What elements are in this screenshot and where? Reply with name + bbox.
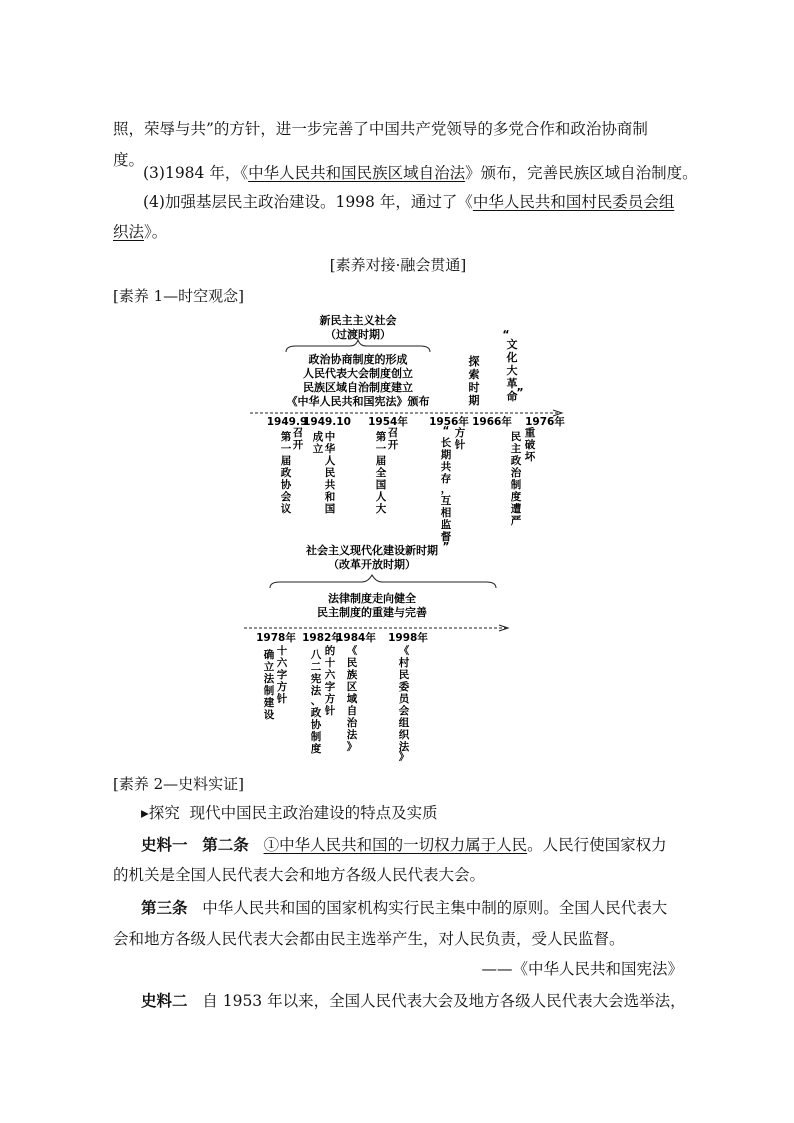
svg-text:字: 字 <box>276 669 288 681</box>
svg-text:制: 制 <box>510 479 522 491</box>
paragraph-4-cont <box>113 221 683 243</box>
svg-text:字: 字 <box>324 681 336 693</box>
svg-text:届: 届 <box>375 455 387 467</box>
axis-notes-1 <box>281 425 536 553</box>
svg-text:国: 国 <box>375 479 387 491</box>
svg-text:自: 自 <box>346 705 358 717</box>
svg-text:政: 政 <box>280 467 292 479</box>
text: 中华人民共和国的国家机构实行民主集中制的原则。全国人民代表大 <box>202 899 668 917</box>
event-list-1 <box>287 352 430 408</box>
source-1-highlight: ①中华人民共和国的一切权力属于人民 <box>263 836 528 854</box>
svg-text:政: 政 <box>510 455 522 467</box>
svg-text:长: 长 <box>440 437 452 449</box>
svg-text:重: 重 <box>524 427 536 439</box>
svg-text:人: 人 <box>324 455 336 467</box>
text: 。人民行使国家权力 <box>527 836 667 854</box>
svg-text:制: 制 <box>310 731 322 743</box>
svg-text:民: 民 <box>510 431 522 443</box>
note-1966-1976 <box>511 426 536 527</box>
svg-text:“: “ <box>442 425 450 437</box>
svg-text:的: 的 <box>324 645 336 657</box>
svg-text:”: ” <box>516 386 524 399</box>
svg-text:治: 治 <box>510 467 522 479</box>
svg-text:政: 政 <box>310 707 322 719</box>
svg-text:华: 华 <box>324 443 336 455</box>
event-item: 民主制度的重建与完善 <box>317 606 427 619</box>
svg-text:》: 》 <box>346 741 358 753</box>
text: 自 1953 年以来，全国人民代表大会及地方各级人民代表大会选举法， <box>202 992 686 1010</box>
svg-text:全: 全 <box>375 467 387 479</box>
source-2-line-1 <box>141 990 711 1012</box>
svg-text:开: 开 <box>387 439 399 451</box>
svg-text:针: 针 <box>276 693 288 705</box>
svg-text:遭: 遭 <box>510 503 522 515</box>
svg-text:人: 人 <box>375 491 387 503</box>
svg-text:八: 八 <box>310 649 322 661</box>
svg-text:文: 文 <box>506 338 518 351</box>
note-1949-10 <box>313 430 336 515</box>
svg-text:二: 二 <box>310 661 322 673</box>
svg-text:探: 探 <box>468 355 480 368</box>
svg-text:严: 严 <box>510 515 522 527</box>
svg-text:治: 治 <box>346 717 358 729</box>
explore-line <box>141 802 711 824</box>
svg-text:1978年: 1978年 <box>256 632 296 644</box>
svg-text:族: 族 <box>346 669 358 681</box>
svg-text:开: 开 <box>292 439 304 451</box>
svg-text:协: 协 <box>310 719 322 731</box>
svg-text:针: 针 <box>454 439 466 451</box>
cultural-revolution-label <box>502 328 523 403</box>
svg-text:成: 成 <box>312 431 324 443</box>
svg-text:建: 建 <box>263 697 275 709</box>
svg-text:索: 索 <box>468 368 480 381</box>
note-1998 <box>399 644 411 763</box>
axis-notes-2 <box>264 644 411 763</box>
text: 》。 <box>144 223 168 241</box>
explore-period-label <box>469 354 480 407</box>
note-1978 <box>264 644 288 721</box>
svg-text:期: 期 <box>440 449 452 461</box>
svg-text:会: 会 <box>280 491 292 503</box>
event-item: 《中华人民共和国宪法》颁布 <box>286 395 430 408</box>
text: 》颁布，完善民族区域自治制度。 <box>465 164 698 182</box>
svg-text:中: 中 <box>324 431 336 443</box>
text: (3)1984 年，《 <box>143 164 249 182</box>
timeline-diagram <box>0 308 794 768</box>
axis-dates-1 <box>267 415 566 428</box>
source-1-line-1 <box>141 834 711 856</box>
svg-text:方: 方 <box>454 427 466 439</box>
event-item: 政治协商制度的形成 <box>308 353 408 366</box>
svg-text:十: 十 <box>276 645 288 657</box>
svg-text:国: 国 <box>324 503 336 515</box>
svg-text:期: 期 <box>468 394 480 407</box>
svg-text:召: 召 <box>387 427 399 439</box>
svg-text:立: 立 <box>312 443 324 455</box>
axis-dates-2 <box>256 631 428 644</box>
svg-text:届: 届 <box>280 455 292 467</box>
svg-text:法: 法 <box>346 729 358 741</box>
note-1984 <box>347 644 358 753</box>
svg-text:时: 时 <box>468 381 480 394</box>
svg-text:确: 确 <box>263 649 275 661</box>
svg-text:督: 督 <box>440 531 452 543</box>
svg-text:法: 法 <box>398 741 410 753</box>
svg-text:民: 民 <box>398 669 410 681</box>
svg-text:针: 针 <box>324 705 336 717</box>
law-title-cunmin-cont: 织法 <box>113 223 145 241</box>
svg-text:制: 制 <box>263 685 275 697</box>
svg-text:召: 召 <box>292 427 304 439</box>
svg-text:方: 方 <box>276 681 288 693</box>
svg-text:民: 民 <box>346 657 358 669</box>
note-1949-9 <box>281 427 304 515</box>
svg-text:》: 》 <box>398 751 410 763</box>
source-2-label: 史料二 <box>141 991 188 1010</box>
svg-text:员: 员 <box>398 693 410 705</box>
svg-text:度: 度 <box>310 743 322 755</box>
svg-text:区: 区 <box>346 681 358 693</box>
note-1954 <box>376 427 399 515</box>
svg-text:”: ” <box>442 541 450 553</box>
event-item: 法律制度走向健全 <box>328 592 416 605</box>
law-title-cunmin: 中华人民共和国村民委员会组 <box>472 193 675 211</box>
svg-text:共: 共 <box>440 461 452 473</box>
article-2-label: 第二条 <box>202 835 249 854</box>
article-3-line-2: 会和地方各级人民代表大会都由民主选举产生，对人民负责，受人民监督。 <box>113 930 625 948</box>
event-list-2 <box>317 591 427 619</box>
svg-text:“: “ <box>502 328 510 341</box>
svg-text:主: 主 <box>510 443 522 455</box>
svg-text:破: 破 <box>524 439 536 451</box>
svg-text:第: 第 <box>375 431 387 443</box>
explore-marker: ▸探究 <box>141 804 180 822</box>
period-sub-2: （改革开放时期） <box>328 558 416 571</box>
svg-text:1984年: 1984年 <box>336 632 376 644</box>
article-3-line-1 <box>141 897 711 919</box>
svg-text:设: 设 <box>263 709 275 721</box>
svg-text:和: 和 <box>324 491 336 503</box>
note-1982 <box>311 644 336 755</box>
period-title-1: 新民主主义社会 <box>319 314 397 327</box>
svg-text:立: 立 <box>263 661 275 673</box>
svg-text:，: ， <box>440 483 452 495</box>
svg-text:委: 委 <box>398 681 410 693</box>
period-sub-1: （过渡时期） <box>325 328 391 341</box>
suyang-2-title: [素养 2—史料实证] <box>113 775 245 793</box>
event-item: 民族区域自治制度建立 <box>303 381 413 394</box>
event-item: 人民代表大会制度创立 <box>303 367 413 380</box>
svg-text:大: 大 <box>506 364 518 377</box>
svg-text:相: 相 <box>440 507 452 519</box>
svg-text:存: 存 <box>440 473 452 485</box>
paragraph-3 <box>143 162 713 184</box>
svg-text:互: 互 <box>440 495 452 507</box>
svg-text:议: 议 <box>280 503 292 515</box>
article-3-label: 第三条 <box>141 898 188 917</box>
svg-text:命: 命 <box>506 390 518 403</box>
svg-text:法: 法 <box>310 685 322 697</box>
svg-text:六: 六 <box>324 669 336 681</box>
text: (4)加强基层民主政治建设。1998 年，通过了《 <box>143 193 473 211</box>
source-1-line-2: 的机关是全国人民代表大会和地方各级人民代表大会。 <box>113 866 486 884</box>
svg-text:会: 会 <box>398 705 410 717</box>
svg-text:共: 共 <box>324 479 336 491</box>
source-1-citation: ——《中华人民共和国宪法》 <box>481 960 683 978</box>
svg-text:方: 方 <box>324 693 336 705</box>
svg-text:一: 一 <box>375 443 387 455</box>
svg-text:1956年: 1956年 <box>429 416 469 428</box>
svg-text:民: 民 <box>324 467 336 479</box>
svg-text:织: 织 <box>398 729 410 741</box>
text: 照，荣辱与共”的方针，进一步完善了中国共产党领导的多党合作和政治协商制 <box>113 120 648 138</box>
brace-2 <box>270 575 496 588</box>
svg-text:《: 《 <box>346 645 358 657</box>
svg-text:村: 村 <box>398 657 410 669</box>
paragraph-4 <box>143 191 713 213</box>
svg-text:监: 监 <box>440 519 452 531</box>
svg-text:度: 度 <box>510 491 522 503</box>
svg-text:1998年: 1998年 <box>388 632 428 644</box>
text: 度。 <box>113 151 145 169</box>
svg-text:域: 域 <box>346 693 358 705</box>
svg-text:第: 第 <box>280 431 292 443</box>
svg-text:、: 、 <box>310 695 322 707</box>
svg-text:六: 六 <box>276 657 288 669</box>
section-title: [素养对接·融会贯通] <box>329 256 467 274</box>
brace-1 <box>286 340 430 352</box>
svg-text:革: 革 <box>506 377 518 390</box>
svg-text:《: 《 <box>398 645 410 657</box>
svg-text:组: 组 <box>398 717 410 729</box>
svg-text:1954年: 1954年 <box>368 416 408 428</box>
svg-text:大: 大 <box>375 503 387 515</box>
explore-text: 现代中国民主政治建设的特点及实质 <box>189 804 438 822</box>
svg-text:1976年: 1976年 <box>525 416 565 428</box>
svg-text:宪: 宪 <box>310 673 322 685</box>
svg-text:1966年: 1966年 <box>472 416 512 428</box>
svg-text:1949.9: 1949.9 <box>266 416 308 428</box>
svg-text:1982年: 1982年 <box>302 632 342 644</box>
svg-text:化: 化 <box>506 351 518 364</box>
period-title-2: 社会主义现代化建设新时期 <box>306 544 438 557</box>
svg-text:法: 法 <box>263 673 275 685</box>
law-title-minzu: 中华人民共和国民族区域自治法 <box>248 164 466 182</box>
svg-text:协: 协 <box>280 479 292 491</box>
svg-text:坏: 坏 <box>524 451 536 463</box>
note-1956 <box>441 425 466 553</box>
suyang-1-title: [素养 1—时空观念] <box>113 287 245 305</box>
source-1-label: 史料一 <box>141 835 188 854</box>
svg-text:一: 一 <box>280 443 292 455</box>
svg-text:1949.10: 1949.10 <box>303 416 351 428</box>
paragraph-line <box>113 118 683 140</box>
svg-text:十: 十 <box>324 657 336 669</box>
